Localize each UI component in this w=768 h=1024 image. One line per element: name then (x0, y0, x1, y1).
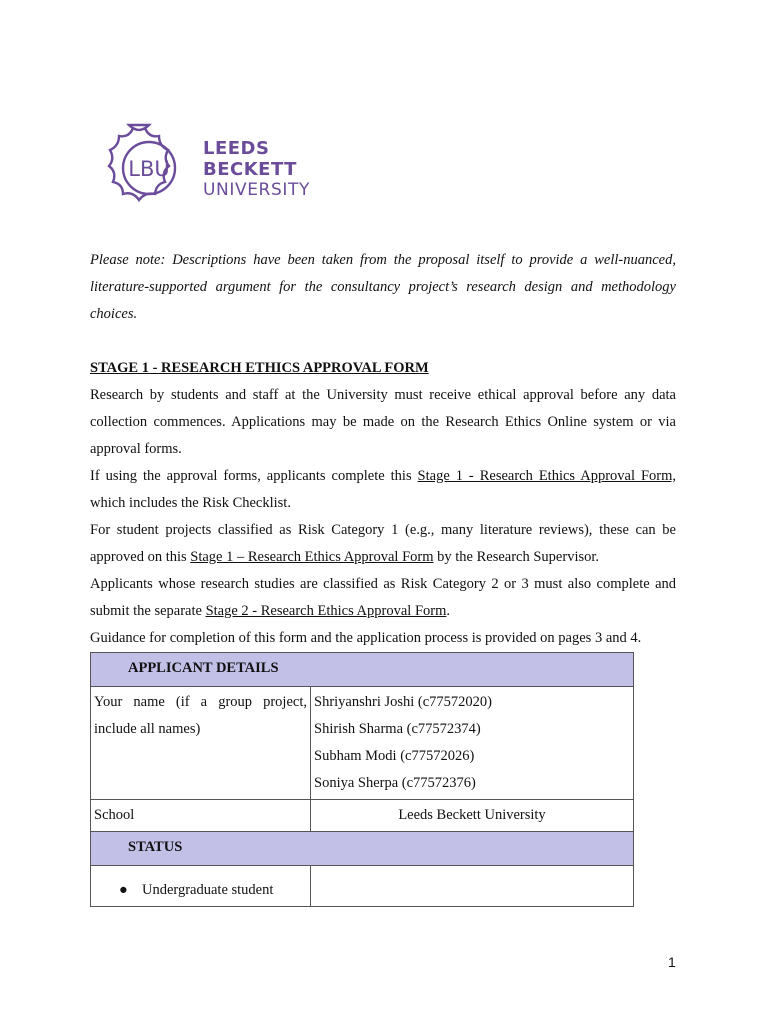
text: If using the approval forms, applicants complete this (90, 468, 418, 484)
school-label: School (91, 800, 311, 832)
text: by the Research Supervisor. (433, 549, 600, 565)
school-value[interactable]: Leeds Beckett University (311, 800, 634, 832)
status-option-label: Undergraduate student (142, 882, 274, 898)
applicant-name: Shirish Sharma (c77572374) (314, 721, 481, 737)
paragraph-guidance: Guidance for completion of this form and the application process is provided on pages 3 and 4. (90, 630, 642, 646)
status-option (91, 866, 311, 907)
name-label: Your name (if a group project, include all names) (91, 687, 311, 800)
applicant-name: Shriyanshri Joshi (c77572020) (314, 694, 493, 710)
section-heading: STAGE 1 - RESEARCH ETHICS APPROVAL FORM (90, 360, 429, 376)
paragraph-risk-category-2-3 (90, 571, 676, 625)
table-row (91, 866, 634, 907)
text: Applicants whose research studies are classified as Risk Category 2 or 3 must also complete and submit the separate (90, 576, 676, 619)
applicant-details-header: APPLICANT DETAILS (91, 653, 634, 687)
logo-line-1: LEEDS (203, 138, 270, 159)
text: which includes the Risk Checklist. (90, 495, 291, 511)
document-body (90, 247, 676, 652)
note-paragraph: Please note: Descriptions have been taken from the proposal itself to provide a well-nuanced, literature-supported argument for the consultancy project’s research design and methodology choices. (90, 252, 676, 322)
stage1-form-link-2[interactable]: Stage 1 – Research Ethics Approval Form (190, 549, 434, 565)
seal-monogram: LBU (128, 157, 170, 181)
paragraph-risk-category-1 (90, 517, 676, 571)
names-cell[interactable] (311, 687, 634, 800)
paragraph-approval-forms (90, 463, 676, 517)
text: For student projects classified as Risk Category 1 (e.g., many literature reviews), these can be approved on this (90, 522, 676, 565)
logo-wordmark (203, 138, 310, 201)
stage1-form-link[interactable]: Stage 1 - Research Ethics Approval Form, (417, 468, 676, 484)
applicant-name: Subham Modi (c77572026) (314, 748, 475, 764)
applicant-details-table (90, 652, 634, 907)
page-number: 1 (668, 954, 676, 970)
applicant-name: Soniya Sherpa (c77572376) (314, 775, 476, 791)
table-row (91, 800, 634, 832)
bullet-icon: ● (119, 882, 128, 898)
logo-line-2: BECKETT (203, 159, 297, 180)
status-header: STATUS (91, 832, 634, 866)
paragraph-approval: Research by students and staff at the University must receive ethical approval before any data collection commences. Applications may be made on the Research Ethics Online system or via approval forms. (90, 387, 676, 457)
table-row (91, 687, 634, 800)
status-answer-cell[interactable] (311, 866, 634, 907)
text: . (446, 603, 450, 619)
stage2-form-link[interactable]: Stage 2 - Research Ethics Approval Form (205, 603, 447, 619)
logo-line-3: UNIVERSITY (203, 180, 310, 200)
